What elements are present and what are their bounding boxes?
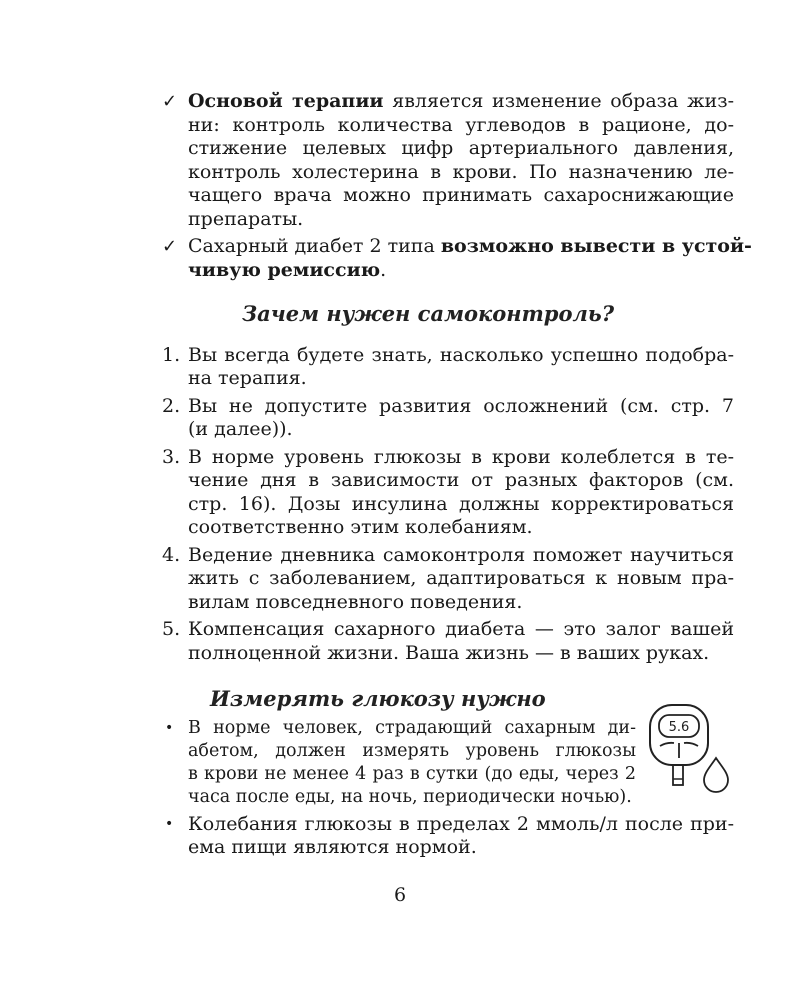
text-line bbox=[188, 235, 752, 259]
text-segment: ни: контроль количества углеводов в рационе, до- bbox=[188, 113, 734, 136]
text-segment: соответственно этим колебаниям. bbox=[188, 516, 533, 538]
bullet-item bbox=[162, 717, 636, 809]
item-text bbox=[188, 395, 734, 442]
bullet-icon: • bbox=[165, 719, 174, 736]
text-segment: жить с заболеванием, адаптироваться к новым пра- bbox=[188, 567, 734, 589]
text-segment: Колебания глюкозы в пределах 2 ммоль/л после при- bbox=[188, 812, 734, 835]
text-segment: . bbox=[380, 258, 387, 281]
text-line bbox=[188, 763, 636, 786]
text-line bbox=[188, 740, 636, 763]
text-line bbox=[188, 642, 734, 666]
text-line bbox=[188, 344, 734, 368]
text-segment: (и далее)). bbox=[188, 418, 293, 440]
text-line bbox=[188, 786, 636, 809]
numbered-item bbox=[162, 446, 734, 540]
text-segment: Сахарный диабет 2 типа bbox=[188, 235, 441, 257]
text-line bbox=[188, 90, 734, 114]
text-segment: В норме уровень глюкозы в крови колеблется в те- bbox=[188, 445, 734, 468]
text-line bbox=[188, 836, 734, 860]
numbered-item bbox=[162, 618, 734, 665]
text-segment: чение дня в зависимости от разных факторов (см. bbox=[188, 469, 734, 491]
item-text bbox=[188, 618, 734, 665]
item-text bbox=[188, 544, 734, 615]
item-text bbox=[188, 446, 734, 540]
numbered-item bbox=[162, 395, 734, 442]
list-number: 4. bbox=[162, 543, 181, 566]
checkmark-icon: ✓ bbox=[162, 236, 178, 257]
numbered-item bbox=[162, 544, 734, 615]
text-line bbox=[188, 469, 734, 493]
list-number: 5. bbox=[162, 618, 181, 640]
text-line bbox=[188, 446, 734, 470]
numbered-item bbox=[162, 344, 734, 391]
text-segment: стр. 16). Дозы инсулина должны корректироваться bbox=[188, 492, 734, 515]
text-segment: Компенсация сахарного диабета — это залог вашей bbox=[188, 618, 734, 640]
text-line bbox=[188, 418, 734, 442]
text-line bbox=[188, 813, 734, 837]
list-number: 1. bbox=[162, 343, 181, 366]
text-segment: Ведение дневника самоконтроля поможет научиться bbox=[188, 543, 734, 566]
meter-reading: 5.6 bbox=[668, 719, 690, 735]
text-segment: чащего врача можно принимать сахароснижающие bbox=[188, 184, 734, 206]
measure-section bbox=[162, 717, 734, 860]
text-segment: полноценной жизни. Ваша жизнь — в ваших руках. bbox=[188, 641, 710, 664]
text-segment: ема пищи являются нормой. bbox=[188, 836, 477, 858]
text-line bbox=[188, 516, 734, 540]
list-number: 2. bbox=[162, 394, 181, 417]
text-line bbox=[188, 493, 734, 517]
glucometer-icon bbox=[646, 703, 730, 803]
item-text bbox=[188, 344, 734, 391]
text-line bbox=[188, 161, 734, 185]
item-text bbox=[188, 813, 734, 860]
text-line bbox=[188, 567, 734, 591]
text-segment: В норме человек, страдающий сахарным ди- bbox=[188, 717, 636, 738]
text-segment: вилам повседневного поведения. bbox=[188, 590, 523, 613]
check-item bbox=[162, 90, 734, 231]
page-content bbox=[162, 90, 752, 864]
checkmark-icon: ✓ bbox=[162, 91, 178, 112]
bullet-item bbox=[162, 813, 734, 860]
bold-text: возможно вывести в устой- bbox=[440, 235, 752, 257]
bold-text: Основой терапии bbox=[188, 90, 384, 112]
heading-why-self-control: Зачем нужен самоконтроль? bbox=[242, 301, 615, 326]
text-line bbox=[188, 184, 734, 208]
therapy-checklist bbox=[162, 90, 752, 282]
heading-measure-glucose: Измерять глюкозу нужно bbox=[210, 686, 546, 711]
item-text bbox=[188, 90, 734, 231]
text-line bbox=[188, 208, 734, 232]
text-segment: является изменение образа жиз- bbox=[383, 90, 734, 112]
text-line bbox=[188, 114, 734, 138]
text-line bbox=[188, 717, 636, 740]
text-line bbox=[188, 137, 734, 161]
text-segment: Вы не допустите развития осложнений (см. стр. 7 bbox=[188, 394, 734, 417]
text-segment: Вы всегда будете знать, насколько успешно подобра- bbox=[188, 343, 734, 366]
text-segment: контроль холестерина в крови. По назначению ле- bbox=[188, 160, 734, 183]
text-line bbox=[188, 367, 734, 391]
text-segment: на терапия. bbox=[188, 367, 307, 389]
page-number: 6 bbox=[393, 884, 407, 906]
self-control-reasons-list bbox=[162, 344, 734, 666]
check-item bbox=[162, 235, 752, 282]
item-text bbox=[188, 717, 636, 809]
list-number: 3. bbox=[162, 445, 181, 468]
text-segment: стижение целевых цифр артериального давления, bbox=[188, 137, 734, 159]
text-line bbox=[188, 259, 734, 283]
text-segment: препараты. bbox=[188, 207, 304, 230]
text-line bbox=[188, 544, 734, 568]
text-segment: в крови не менее 4 раз в сутки (до еды, через 2 bbox=[188, 763, 636, 784]
text-segment: абетом, должен измерять уровень глюкозы bbox=[188, 740, 636, 761]
text-line bbox=[188, 395, 734, 419]
text-line bbox=[188, 591, 734, 615]
text-line bbox=[188, 618, 734, 642]
bold-text: чивую ремиссию bbox=[188, 258, 381, 281]
bullet-icon: • bbox=[165, 815, 174, 832]
text-segment: часа после еды, на ночь, периодически ночью). bbox=[188, 786, 632, 807]
item-text bbox=[188, 235, 752, 282]
